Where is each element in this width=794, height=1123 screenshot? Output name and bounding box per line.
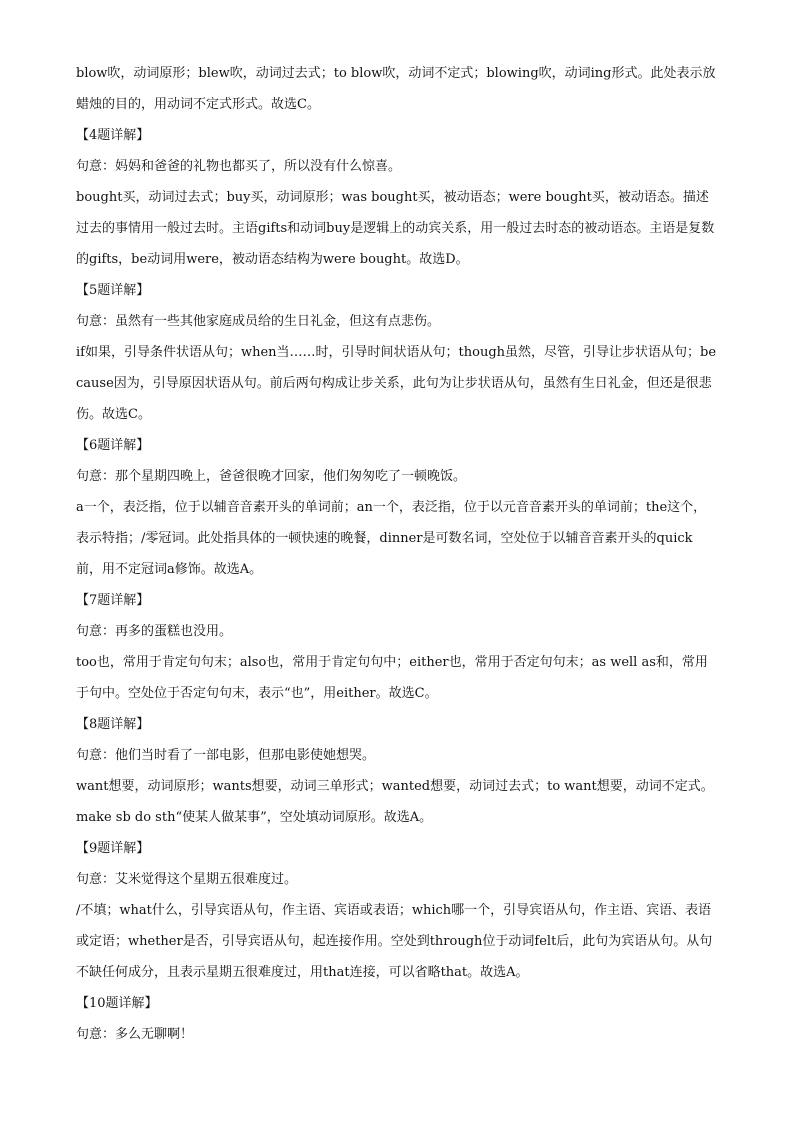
section-heading: 【9题详解】 — [76, 841, 150, 856]
paragraph: 句意：那个星期四晚上，爸爸很晚才回家，他们匆匆吃了一顿晚饭。 — [76, 469, 467, 484]
document-page — [76, 58, 718, 1050]
paragraph: if如果，引导条件状语从句；when当……时，引导时间状语从句；though虽然，尽管，引导让步状语从句；because因为，引导原因状语从句。前后两句构成让步关系，此句为让步状语从句，虽然有生日礼金，但还是很悲伤。故选C。 — [76, 345, 717, 422]
paragraph: 句意：多么无聊啊！ — [76, 1027, 194, 1042]
section-heading: 【6题详解】 — [76, 438, 150, 453]
paragraph: too也，常用于肯定句句末；also也，常用于肯定句句中；either也，常用于否定句句末；as well as和，常用于句中。空处位于否定句句末，表示“也”，用either。故选C。 — [76, 655, 708, 701]
paragraph: 句意：再多的蛋糕也没用。 — [76, 624, 233, 639]
paragraph: 句意：他们当时看了一部电影，但那电影使她想哭。 — [76, 748, 376, 763]
paragraph: 句意：艾米觉得这个星期五很难度过。 — [76, 872, 298, 887]
section-heading: 【5题详解】 — [76, 283, 150, 298]
section-heading: 【10题详解】 — [76, 996, 158, 1011]
section-heading: 【7题详解】 — [76, 593, 150, 608]
paragraph: bought买，动词过去式；buy买，动词原形；was bought买，被动语态；were bought买，被动语态。描述过去的事情用一般过去时。主语gifts和动词buy是逻辑上的动宾关系，用一般过去时态的被动语态。主语是复数的gifts，be动词用were，被动语态结构为were bought。故选D。 — [76, 190, 715, 267]
paragraph: 句意：虽然有一些其他家庭成员给的生日礼金，但这有点悲伤。 — [76, 314, 441, 329]
section-heading: 【8题详解】 — [76, 717, 150, 732]
paragraph: a一个，表泛指，位于以辅音音素开头的单词前；an一个，表泛指，位于以元音音素开头的单词前；the这个，表示特指；/零冠词。此处指具体的一顿快速的晚餐，dinner是可数名词，空处位于以辅音音素开头的quick前，用不定冠词a修饰。故选A。 — [76, 500, 707, 577]
paragraph: 句意：妈妈和爸爸的礼物也都买了，所以没有什么惊喜。 — [76, 159, 402, 174]
section-heading: 【4题详解】 — [76, 128, 150, 143]
paragraph: blow吹，动词原形；blew吹，动词过去式；to blow吹，动词不定式；blowing吹，动词ing形式。此处表示放蜡烛的目的，用动词不定式形式。故选C。 — [76, 66, 716, 112]
paragraph: /不填；what什么，引导宾语从句，作主语、宾语或表语；which哪一个，引导宾语从句，作主语、宾语、表语或定语；whether是否，引导宾语从句，起连接作用。空处到through位于动词felt后，此句为宾语从句。从句不缺任何成分，且表示星期五很难度过，用that连接，可以省略that。故选A。 — [76, 903, 713, 980]
paragraph: want想要，动词原形；wants想要，动词三单形式；wanted想要，动词过去式；to want想要，动词不定式。make sb do sth“使某人做某事”，空处填动词原形。故选A。 — [76, 779, 714, 825]
